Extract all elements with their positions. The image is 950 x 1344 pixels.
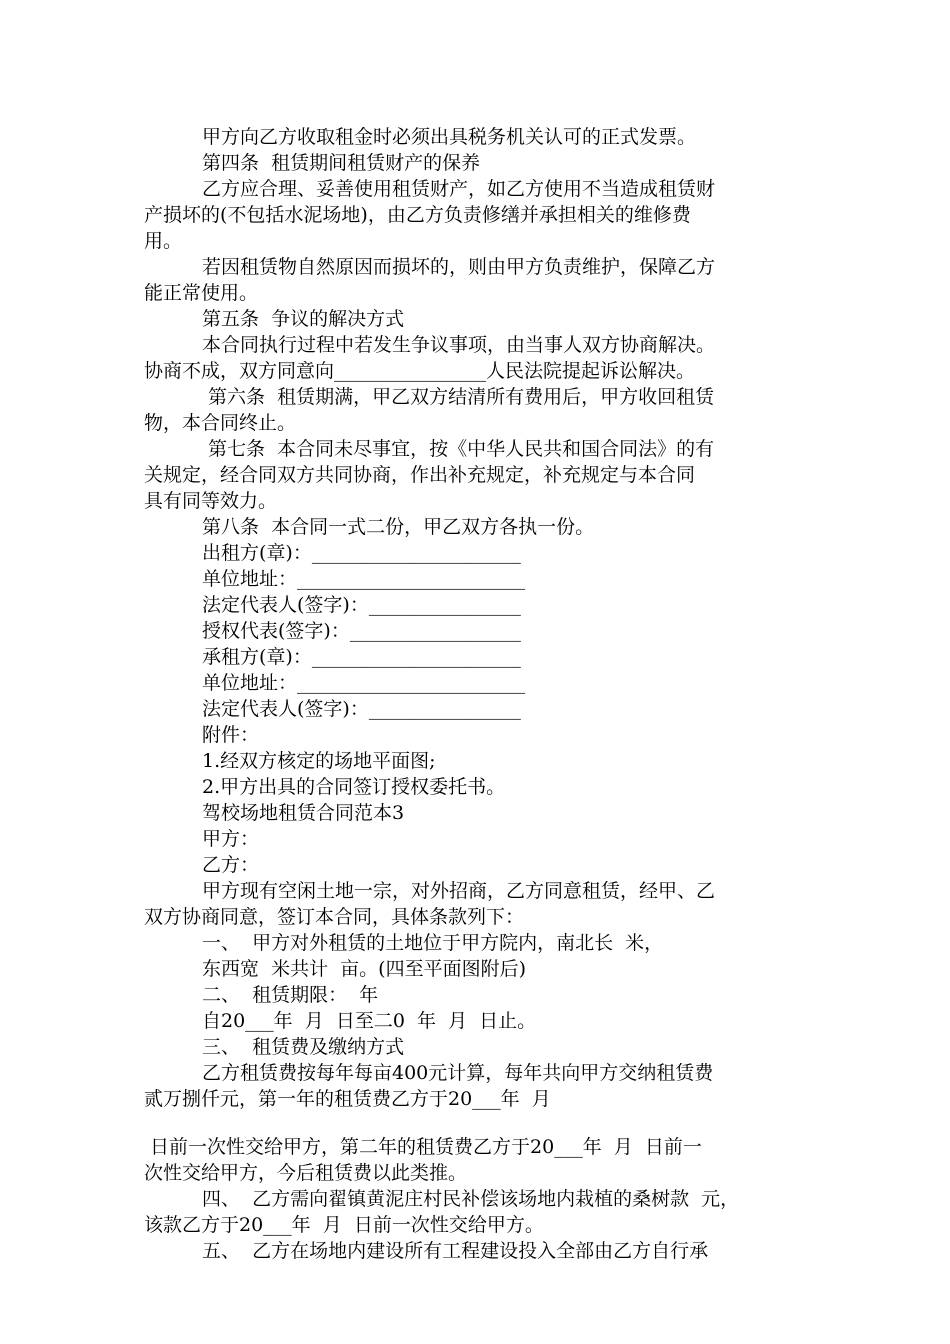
text-line: 一、 甲方对外租赁的土地位于甲方院内，南北长 米， <box>202 932 664 954</box>
text-line: 自20___年 月 日至二0 年 月 日止。 <box>202 1010 537 1032</box>
text-line: 五、 乙方在场地内建设所有工程建设投入全部由乙方自行承 <box>202 1240 709 1262</box>
text-line: 物，本合同终止。 <box>144 412 297 434</box>
signature-field: 法定代表人(签字)：________________ <box>202 698 521 720</box>
signature-field: 承租方(章)：______________________ <box>202 646 521 668</box>
text-line: 甲方向乙方收取租金时必须出具税务机关认可的正式发票。 <box>202 126 697 148</box>
text-line: 若因租赁物自然原因而损坏的，则由甲方负责维护，保障乙方 <box>202 256 716 278</box>
text-line: 附件： <box>202 724 260 746</box>
text-line: 甲方： <box>202 828 260 850</box>
text-line: 产损坏的(不包括水泥场地)，由乙方负责修缮并承担相关的维修费 <box>144 204 691 226</box>
text-line: 二、 租赁期限： 年 <box>202 984 379 1006</box>
signature-field: 单位地址：________________________ <box>202 568 526 590</box>
text-line: 2.甲方出具的合同签订授权委托书。 <box>202 776 506 798</box>
text-line: 第八条 本合同一式二份，甲乙双方各执一份。 <box>202 516 595 538</box>
text-line: 第六条 租赁期满，甲乙双方结清所有费用后，甲方收回租赁 <box>202 386 715 408</box>
text-line: 关规定，经合同双方共同协商，作出补充规定，补充规定与本合同 <box>144 464 696 486</box>
signature-field: 法定代表人(签字)：________________ <box>202 594 521 616</box>
text-line: 四、 乙方需向翟镇黄泥庄村民补偿该场地内栽植的桑树款 元， <box>202 1188 740 1210</box>
text-line: 第七条 本合同未尽事宜，按《中华人民共和国合同法》的有 <box>202 438 715 460</box>
section-heading: 第五条 争议的解决方式 <box>202 308 405 330</box>
signature-field: 出租方(章)：______________________ <box>202 542 521 564</box>
text-line: 协商不成，双方同意向________________人民法院提起诉讼解决。 <box>144 360 696 382</box>
text-line: 用。 <box>144 230 183 252</box>
text-line: 日前一次性交给甲方，第二年的租赁费乙方于20___年 月 日前一 <box>144 1136 702 1158</box>
text-line: 该款乙方于20___年 月 日前一次性交给甲方。 <box>144 1214 544 1236</box>
section-heading: 三、 租赁费及缴纳方式 <box>202 1036 405 1058</box>
document-title: 驾校场地租赁合同范本3 <box>202 802 405 824</box>
text-line: 甲方现有空闲土地一宗，对外招商，乙方同意租赁，经甲、乙 <box>202 880 716 902</box>
text-line: 能正常使用。 <box>144 282 259 304</box>
text-line: 贰万捌仟元，第一年的租赁费乙方于20___年 月 <box>144 1088 551 1110</box>
text-line: 次性交给甲方，今后租赁费以此类推。 <box>144 1162 468 1184</box>
text-line: 本合同执行过程中若发生争议事项，由当事人双方协商解决。 <box>202 334 716 356</box>
signature-field: 单位地址：________________________ <box>202 672 526 694</box>
text-line: 双方协商同意，签订本合同，具体条款列下： <box>144 906 525 928</box>
text-line: 乙方： <box>202 854 260 876</box>
text-line: 乙方应合理、妥善使用租赁财产，如乙方使用不当造成租赁财 <box>202 178 716 200</box>
text-line: 具有同等效力。 <box>144 490 278 512</box>
signature-field: 授权代表(签字)：__________________ <box>202 620 521 642</box>
section-heading: 第四条 租赁期间租赁财产的保养 <box>202 152 481 174</box>
text-line: 1.经双方核定的场地平面图; <box>202 750 436 772</box>
text-line: 东西宽 米共计 亩。(四至平面图附后) <box>202 958 526 980</box>
text-line: 乙方租赁费按每年每亩400元计算，每年共向甲方交纳租赁费 <box>202 1062 714 1084</box>
